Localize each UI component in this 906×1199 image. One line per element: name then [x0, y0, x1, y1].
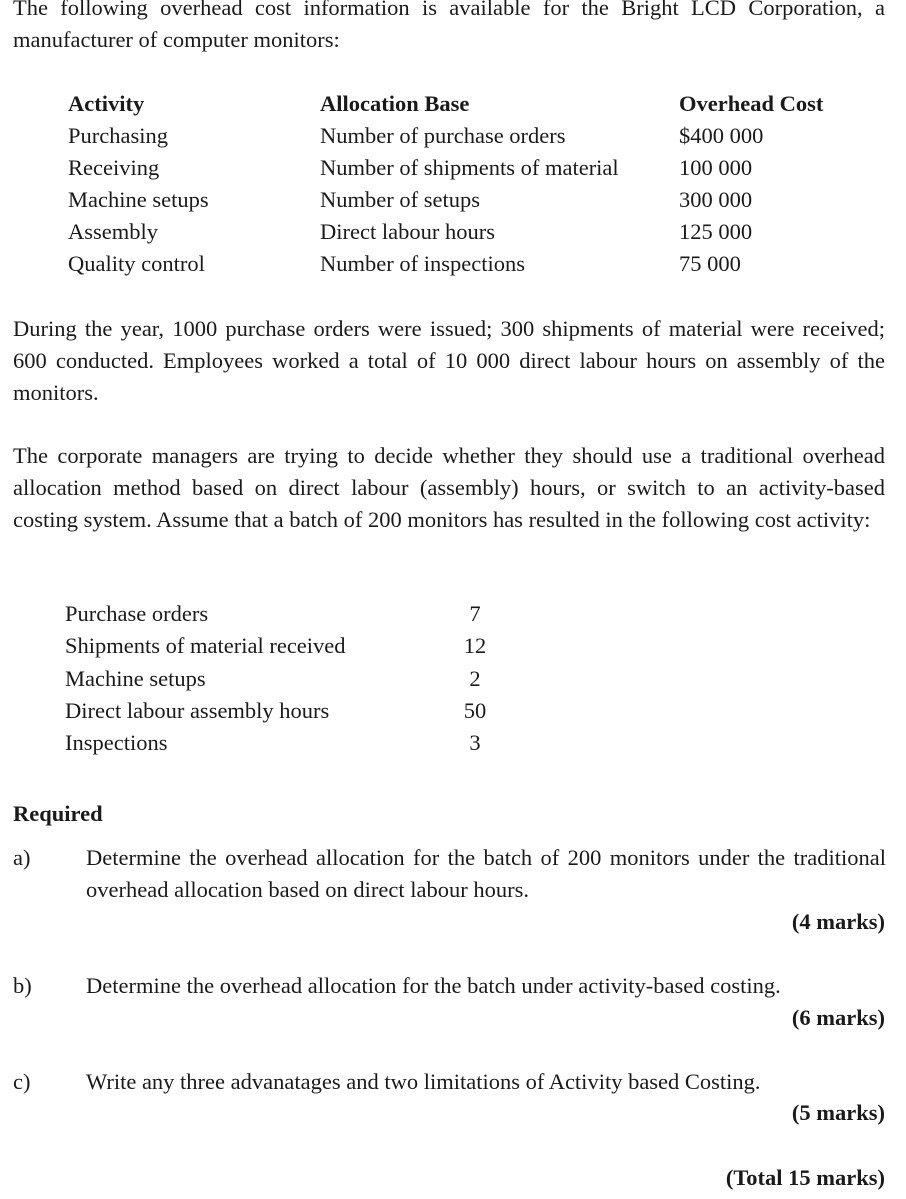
activity-column	[68, 88, 209, 280]
allocation-base-cell: Number of shipments of material	[320, 155, 619, 180]
required-heading: Required	[13, 801, 103, 826]
overhead-cost-header: Overhead Cost	[679, 91, 824, 116]
question-b-marks: (6 marks)	[791, 1005, 885, 1030]
question-a-text: Determine the overhead allocation for the batch of 200 monitors under the traditional overhead allocation based on direct labour hours.	[86, 845, 886, 902]
intro-paragraph: The following overhead cost information is available for the Bright LCD Corporation, a manufacturer of computer monitors:	[13, 0, 885, 52]
activity-cell: Machine setups	[68, 187, 209, 212]
allocation-base-cell: Number of inspections	[320, 251, 525, 276]
total-marks: (Total 15 marks)	[725, 1165, 885, 1190]
overhead-cost-cell: 125 000	[679, 219, 753, 244]
batch-label-cell: Shipments of material received	[65, 633, 346, 659]
year-activity-paragraph: During the year, 1000 purchase orders were issued; 300 shipments of material were received; 600 conducted. Employees worked a total of 10 000 direct labour hours on assembly of the monitors.	[13, 316, 885, 405]
batch-label-cell: Direct labour assembly hours	[65, 697, 330, 723]
allocation-base-column	[320, 88, 619, 280]
managers-paragraph: The corporate managers are trying to decide whether they should use a traditional overhead allocation method based on direct labour (assembly) hours, or switch to an activity-based costing system. Assume that a batch of 200 monitors has resulted in the following cost activity:	[13, 443, 885, 532]
allocation-base-cell: Number of setups	[320, 187, 480, 212]
question-c-marks: (5 marks)	[791, 1100, 885, 1125]
overhead-cost-cell: 75 000	[679, 251, 741, 276]
batch-label-cell: Purchase orders	[65, 601, 209, 626]
allocation-base-cell: Number of purchase orders	[320, 123, 566, 148]
batch-label-cell: Inspections	[65, 730, 168, 756]
batch-value-column	[455, 598, 495, 759]
batch-label-column	[65, 598, 346, 759]
overhead-cost-column	[679, 88, 823, 280]
activity-cell: Receiving	[68, 155, 160, 180]
allocation-base-header: Allocation Base	[320, 91, 470, 116]
question-c-letter: c)	[13, 1069, 31, 1094]
batch-value-cell: 7	[469, 601, 481, 626]
overhead-cost-cell: 100 000	[679, 155, 753, 180]
question-b-letter: b)	[13, 973, 32, 998]
overhead-cost-cell: $400 000	[679, 123, 764, 148]
allocation-base-cell: Direct labour hours	[320, 219, 495, 244]
activity-cell: Assembly	[68, 219, 158, 244]
batch-value-cell: 3	[469, 730, 481, 756]
question-a-letter: a)	[13, 845, 31, 870]
question-c-text: Write any three advanatages and two limitations of Activity based Costing.	[86, 1069, 761, 1094]
question-b-text: Determine the overhead allocation for the batch under activity-based costing.	[86, 973, 781, 998]
batch-value-cell: 50	[463, 697, 487, 723]
activity-cell: Quality control	[68, 251, 205, 276]
batch-label-cell: Machine setups	[65, 665, 206, 691]
overhead-cost-cell: 300 000	[679, 187, 753, 212]
question-a-marks: (4 marks)	[791, 909, 885, 934]
batch-value-cell: 12	[463, 633, 487, 659]
batch-value-cell: 2	[469, 665, 481, 691]
activity-header: Activity	[68, 91, 145, 116]
activity-cell: Purchasing	[68, 123, 168, 148]
